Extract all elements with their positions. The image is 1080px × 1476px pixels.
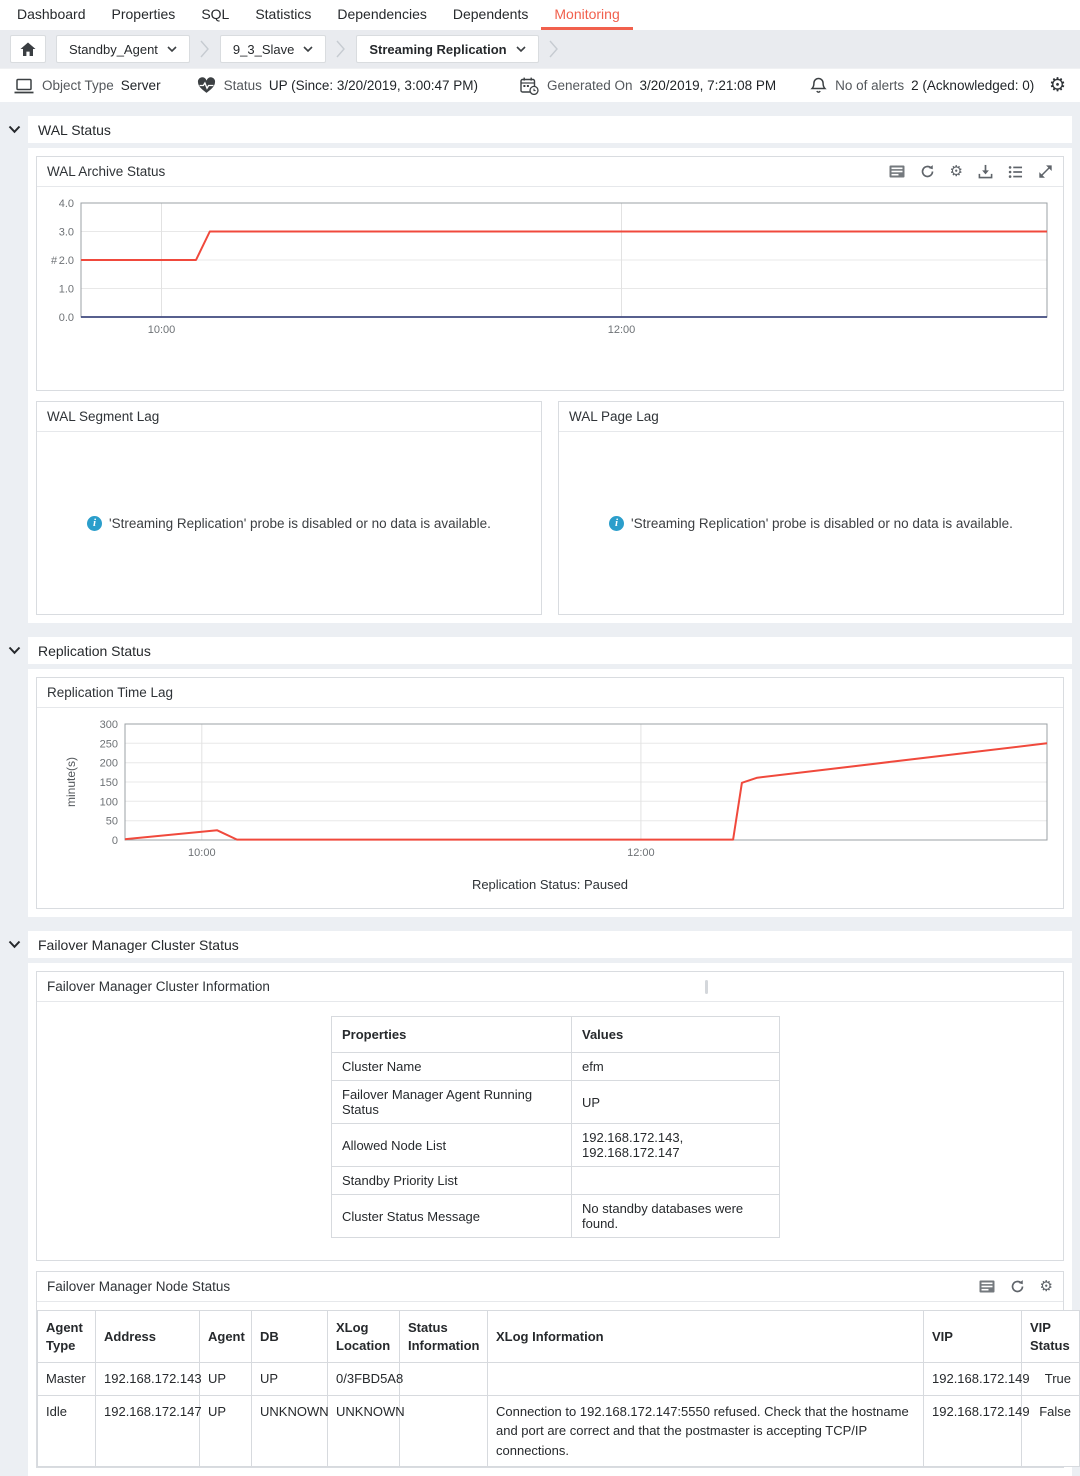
cell-property: Cluster Name	[332, 1053, 572, 1081]
breadcrumb-separator-icon	[200, 40, 210, 58]
column-header-xlog-information: XLog Information	[488, 1311, 924, 1363]
wal-status-section-title: WAL Status	[28, 116, 1072, 143]
svg-text:minute(s): minute(s)	[64, 756, 78, 808]
cell-agent: UP	[200, 1363, 252, 1396]
svg-text:4.0: 4.0	[58, 198, 74, 210]
cell-vip: 192.168.172.149	[924, 1363, 1022, 1396]
top-nav	[0, 0, 1080, 30]
node-status-title: Failover Manager Node Status	[47, 1279, 231, 1294]
settings-gear-icon[interactable]: ⚙	[1048, 75, 1066, 96]
chevron-down-icon	[8, 940, 21, 949]
cell-property: Failover Manager Agent Running Status	[332, 1081, 572, 1124]
svg-text:10:00: 10:00	[147, 324, 176, 336]
breadcrumb	[0, 30, 1080, 68]
svg-text:12:00: 12:00	[607, 324, 636, 336]
node-status-panel	[36, 1271, 1071, 1468]
cell-vip-status: True	[1022, 1363, 1080, 1396]
column-header-status-information: Status Information	[400, 1311, 488, 1363]
breadcrumb-agent[interactable]	[56, 35, 190, 63]
generated-on-label: Generated On	[546, 78, 633, 93]
cell-status-information	[400, 1395, 488, 1467]
breadcrumb-separator-icon	[549, 40, 559, 58]
replication-time-lag-title: Replication Time Lag	[47, 685, 174, 700]
panel-scrollbar[interactable]	[705, 980, 708, 994]
wal-page-lag-message: 'Streaming Replication' probe is disabled or no data is available.	[631, 515, 1013, 531]
list-icon[interactable]	[1008, 165, 1023, 179]
svg-text:200: 200	[99, 757, 118, 770]
cluster-information-panel	[36, 971, 1064, 1261]
laptop-icon	[14, 78, 34, 94]
calendar-clock-icon	[520, 77, 539, 95]
replication-status-section-title: Replication Status	[28, 637, 1072, 664]
table-header-row	[332, 1017, 780, 1053]
cell-db: UNKNOWN	[252, 1395, 328, 1467]
column-header-address: Address	[96, 1311, 200, 1363]
failover-section-body	[28, 963, 1072, 1476]
wal-status-section-header-row	[0, 116, 1080, 143]
generated-on-value: 3/20/2019, 7:21:08 PM	[639, 78, 777, 93]
cell-xlog-information	[488, 1363, 924, 1396]
table-row	[332, 1195, 780, 1238]
cell-status-information	[400, 1363, 488, 1396]
failover-collapse-button[interactable]	[0, 931, 28, 958]
chevron-down-icon	[516, 46, 526, 53]
column-header-xlog-location: XLog Location	[328, 1311, 400, 1363]
cell-xlog-location: 0/3FBD5A8	[328, 1363, 400, 1396]
svg-text:10:00: 10:00	[188, 847, 216, 859]
column-header-vip-status: VIP Status	[1022, 1311, 1080, 1363]
svg-text:#: #	[51, 255, 58, 267]
replication-time-lag-panel	[36, 677, 1064, 909]
chevron-down-icon	[8, 125, 21, 134]
breadcrumb-agent-label: Standby_Agent	[69, 41, 158, 57]
cell-value: No standby databases were found.	[572, 1195, 780, 1238]
svg-text:3.0: 3.0	[58, 226, 74, 239]
breadcrumb-home-button[interactable]	[10, 35, 46, 63]
cluster-information-title: Failover Manager Cluster Information	[47, 979, 270, 994]
download-icon[interactable]	[978, 164, 993, 179]
wal-page-lag-title: WAL Page Lag	[569, 409, 659, 424]
svg-text:1.0: 1.0	[58, 283, 74, 296]
chevron-down-icon	[8, 646, 21, 655]
cell-value: efm	[572, 1053, 780, 1081]
cell-agent: UP	[200, 1395, 252, 1467]
cell-vip-status: False	[1022, 1395, 1080, 1467]
breadcrumb-server[interactable]	[220, 35, 326, 63]
nav-dependencies[interactable]: Dependencies	[337, 5, 427, 22]
svg-text:0: 0	[111, 835, 118, 847]
replication-status-caption: Replication Status: Paused	[471, 877, 629, 892]
cell-value	[572, 1167, 780, 1195]
chevron-down-icon	[303, 46, 313, 53]
generated-group	[520, 77, 776, 95]
status-group	[197, 77, 478, 94]
cell-xlog-information: Connection to 192.168.172.147:5550 refused. Check that the hostname and port are correct and that the postmaster is accepting TCP/IP connections.	[488, 1395, 924, 1467]
column-header-agent-type: Agent Type	[38, 1311, 96, 1363]
cell-agent-type: Idle	[38, 1395, 96, 1467]
failover-section-header-row	[0, 931, 1080, 958]
breadcrumb-server-label: 9_3_Slave	[232, 41, 295, 57]
svg-text:100: 100	[99, 796, 118, 809]
cell-property: Standby Priority List	[332, 1167, 572, 1195]
home-icon	[20, 42, 36, 57]
cell-value: 192.168.172.143, 192.168.172.147	[572, 1124, 780, 1167]
replication-status-collapse-button[interactable]	[0, 637, 28, 664]
alerts-value: 2 (Acknowledged: 0)	[911, 78, 1035, 93]
refresh-icon[interactable]	[1010, 1279, 1025, 1294]
legend-icon[interactable]	[889, 165, 905, 178]
cell-value: UP	[572, 1081, 780, 1124]
svg-text:0.0: 0.0	[58, 312, 74, 324]
wal-status-section-body	[28, 148, 1072, 623]
breadcrumb-dashboard-label: Streaming Replication	[369, 41, 507, 57]
wal-segment-lag-title: WAL Segment Lag	[47, 409, 160, 424]
cell-vip: 192.168.172.149	[924, 1395, 1022, 1467]
nav-monitoring[interactable]: Monitoring	[541, 0, 632, 30]
failover-section-title: Failover Manager Cluster Status	[28, 931, 1072, 958]
nav-dependents[interactable]: Dependents	[452, 5, 529, 22]
cell-address: 192.168.172.143	[96, 1363, 200, 1396]
cell-db: UP	[252, 1363, 328, 1396]
object-type-label: Object Type	[42, 78, 114, 93]
wal-segment-lag-message: 'Streaming Replication' probe is disabled or no data is available.	[109, 515, 491, 531]
table-header-row	[38, 1311, 1080, 1363]
info-icon: i	[609, 516, 624, 531]
column-header-vip: VIP	[924, 1311, 1022, 1363]
table-row	[332, 1081, 780, 1124]
cell-property: Allowed Node List	[332, 1124, 572, 1167]
cell-xlog-location: UNKNOWN	[328, 1395, 400, 1467]
info-icon: i	[87, 516, 102, 531]
cell-address: 192.168.172.147	[96, 1395, 200, 1467]
cluster-information-table	[331, 1016, 780, 1238]
nav-properties[interactable]: Properties	[111, 5, 176, 22]
node-status-table	[37, 1310, 1080, 1467]
wal-segment-lag-panel	[36, 401, 542, 615]
column-header-properties: Properties	[332, 1017, 572, 1053]
expand-icon[interactable]	[1038, 164, 1053, 179]
nav-statistics[interactable]: Statistics	[255, 5, 312, 22]
refresh-icon[interactable]	[920, 164, 935, 179]
column-header-agent: Agent	[200, 1311, 252, 1363]
svg-text:2.0: 2.0	[58, 255, 74, 267]
status-label: Status	[223, 78, 262, 93]
replication-status-section-header-row	[0, 637, 1080, 664]
cell-agent-type: Master	[38, 1363, 96, 1396]
cell-property: Cluster Status Message	[332, 1195, 572, 1238]
wal-status-collapse-button[interactable]	[0, 116, 28, 143]
table-row	[332, 1053, 780, 1081]
breadcrumb-separator-icon	[336, 40, 346, 58]
heart-pulse-icon	[197, 77, 216, 94]
alerts-group	[810, 77, 1034, 94]
panel-settings-gear-icon[interactable]: ⚙	[949, 163, 963, 180]
svg-text:150: 150	[99, 777, 118, 789]
table-row	[332, 1167, 780, 1195]
replication-status-section-body	[28, 669, 1072, 917]
replication-time-lag-chart	[45, 718, 1053, 866]
svg-text:50: 50	[105, 815, 118, 828]
panel-settings-gear-icon[interactable]: ⚙	[1039, 1278, 1053, 1295]
column-header-values: Values	[572, 1017, 780, 1053]
bell-icon	[810, 77, 827, 94]
svg-text:300: 300	[99, 719, 118, 731]
status-value: UP (Since: 3/20/2019, 3:00:47 PM)	[268, 78, 478, 93]
chevron-down-icon	[167, 46, 177, 53]
nav-dashboard[interactable]: Dashboard	[17, 5, 86, 22]
server-info-bar	[0, 68, 1080, 102]
wal-archive-chart	[45, 197, 1053, 339]
nav-sql[interactable]: SQL	[201, 5, 230, 22]
object-type-group	[14, 78, 161, 94]
wal-page-lag-panel	[558, 401, 1064, 615]
column-header-db: DB	[252, 1311, 328, 1363]
table-row	[332, 1124, 780, 1167]
table-row	[38, 1395, 1080, 1467]
legend-icon[interactable]	[979, 1280, 995, 1293]
svg-text:12:00: 12:00	[627, 847, 655, 859]
object-type-value: Server	[120, 78, 161, 93]
breadcrumb-dashboard[interactable]	[356, 35, 538, 63]
wal-archive-status-title: WAL Archive Status	[47, 164, 166, 179]
alerts-label: No of alerts	[835, 78, 905, 93]
wal-archive-status-panel	[36, 156, 1064, 391]
svg-text:250: 250	[99, 738, 118, 751]
table-row	[38, 1363, 1080, 1396]
